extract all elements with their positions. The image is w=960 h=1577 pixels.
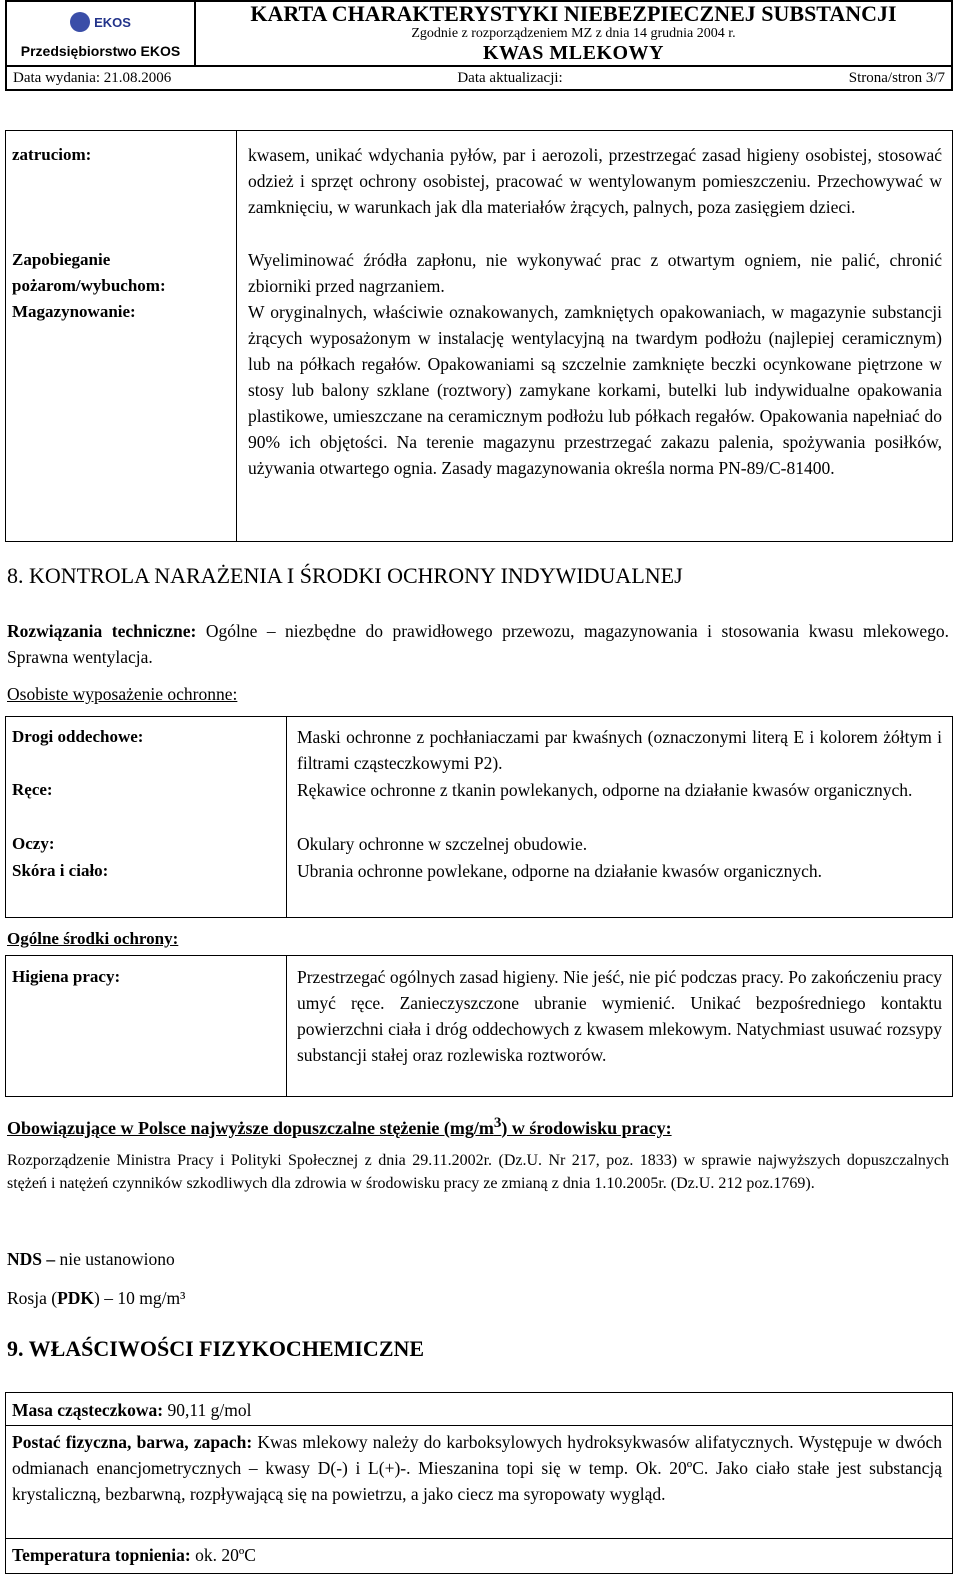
- ppe-text-skin: Ubrania ochronne powlekane, odporne na działanie kwasów organicznych.: [297, 861, 822, 881]
- molar-mass-line: [12, 1397, 251, 1423]
- melting-point-label: Temperatura topnienia:: [12, 1545, 191, 1565]
- page-counter: Strona/stron 3/7: [848, 69, 945, 86]
- physical-form-text: Kwas mlekowy należy do karboksylowych hydroksykwasów alifatycznych. Występuje w dwóch odmianach enancjometrycznych – kwasy D(-) i L(+)-. Mieszanina topi się w temp. Ok. 20ºC. Jako ciało stałe jest substancją krystaliczną, bezbarwną, rozpływającą się na powietrzu, a jako ciecz ma syropowaty wygląd.: [12, 1432, 942, 1504]
- nds-heading-sup: 3: [493, 1115, 502, 1131]
- nds-heading-pre: Obowiązujące w Polsce najwyższe dopuszczalne stężenie (mg/m: [7, 1118, 494, 1138]
- document-title: KARTA CHARAKTERYSTYKI NIEBEZPIECZNEJ SUBSTANCJI: [250, 1, 897, 26]
- nds-label: NDS –: [7, 1249, 56, 1269]
- mass-separator: [5, 1425, 952, 1426]
- russia-line: [7, 1285, 185, 1311]
- logo-text: EKOS: [94, 14, 131, 30]
- technical-text: Ogólne – niezbędne do prawidłowego przewozu, magazynowania i stosowania kwasu mlekowego. Sprawna wentylacja.: [7, 621, 949, 667]
- section7-divider: [236, 130, 237, 542]
- regulation-text: Rozporządzenie Ministra Pracy i Polityki Społecznej z dnia 29.11.2002r. (Dz.U. Nr 217, poz. 1833) w sprawie najwyższych dopuszczalnych stężeń i natężeń czynników szkodliwych dla zdrowia w środowisku pracy ze zmianą z dnia 1.10.2005r. (Dz.U. 212 poz.1769).: [7, 1152, 949, 1192]
- nds-value: nie ustanowiono: [59, 1249, 175, 1269]
- company-name: Przedsiębiorstwo EKOS: [20, 43, 181, 59]
- section8-heading: 8. KONTROLA NARAŻENIA I ŚRODKI OCHRONY INDYWIDUALNEJ: [7, 563, 683, 588]
- ppe-text-eyes: Okulary ochronne w szczelnej obudowie.: [297, 834, 588, 854]
- title-cell: [195, 1, 952, 66]
- row-label-poisoning: zatruciom:: [12, 145, 92, 164]
- issue-date: Data wydania: 21.08.2006: [13, 69, 172, 86]
- hygiene-text: Przestrzegać ogólnych zasad higieny. Nie jeść, nie pić podczas pracy. Po zakończeniu pracy umyć ręce. Zanieczyszczone ubranie wymienić. Unikać bezpośredniego kontaktu powierzchni ciała i dróg oddechowych z kwasem mlekowym. Natychmiast usuwać rozsypy substancji stałej oraz rozlewiska roztworów.: [297, 967, 942, 1065]
- row-label-storage: Magazynowanie:: [12, 302, 136, 321]
- ppe-label-hands: Ręce:: [12, 780, 53, 799]
- hygiene-divider: [286, 955, 287, 1097]
- ppe-text-respiratory: Maski ochronne z pochłaniaczami par kwaśnych (oznaczonymi literą E i kolorem żółtym i filtrami cząsteczkowymi P2).: [297, 727, 942, 773]
- nds-line: [7, 1246, 175, 1272]
- ppe-label-skin: Skóra i ciało:: [12, 861, 109, 880]
- ppe-heading: Osobiste wyposażenie ochronne:: [7, 684, 238, 704]
- substance-name: KWAS MLEKOWY: [482, 42, 665, 64]
- nds-heading-post: ) w środowisku pracy:: [501, 1118, 672, 1138]
- ekos-logo: [70, 12, 131, 32]
- form-separator: [5, 1538, 952, 1539]
- general-measures-heading: Ogólne środki ochrony:: [7, 929, 179, 948]
- row-text-fire: Wyeliminować źródła zapłonu, nie wykonywać prac z otwartym ogniem, nie palić, chronić zbiorniki przed nagrzaniem.: [248, 250, 942, 296]
- header-info-row: [6, 66, 952, 90]
- company-logo-cell: [6, 1, 195, 66]
- technical-label: Rozwiązania techniczne:: [7, 621, 197, 641]
- document-header: [5, 0, 953, 95]
- melting-point-line: [12, 1542, 256, 1568]
- molar-mass-value: 90,11 g/mol: [167, 1400, 252, 1420]
- ppe-text-hands: Rękawice ochronne z tkanin powlekanych, odporne na działanie kwasów organicznych.: [297, 780, 913, 800]
- physical-form-label: Postać fizyczna, barwa, zapach:: [12, 1432, 253, 1452]
- update-date: Data aktualizacji:: [457, 69, 563, 86]
- ppe-label-eyes: Oczy:: [12, 834, 55, 853]
- row-text-poisoning: kwasem, unikać wdychania pyłów, par i aerozoli, przestrzegać zasad higieny osobistej, stosować odzież i sprzęt ochrony osobistej, pracować w wentylowanym pomieszczeniu. Przechowywać w zamknięciu, w warunkach jak dla materiałów żrących, palnych, poza zasięgiem dzieci.: [248, 145, 942, 217]
- section9-heading: 9. WŁAŚCIWOŚCI FIZYKOCHEMICZNE: [7, 1336, 425, 1361]
- russia-pre: Rosja (: [7, 1288, 58, 1308]
- russia-pdk: PDK: [57, 1288, 95, 1308]
- molar-mass-label: Masa cząsteczkowa:: [12, 1400, 164, 1420]
- row-label-fire-b: pożarom/wybuchom:: [12, 276, 166, 295]
- melting-point-value: ok. 20ºC: [195, 1545, 256, 1565]
- ppe-label-respiratory: Drogi oddechowe:: [12, 727, 144, 746]
- hygiene-label: Higiena pracy:: [12, 967, 121, 986]
- row-label-fire-a: Zapobieganie: [12, 250, 111, 269]
- russia-post: ) – 10 mg/m³: [94, 1288, 186, 1308]
- ppe-divider: [286, 716, 287, 918]
- nds-heading: [7, 1110, 672, 1141]
- physical-form: [12, 1429, 942, 1507]
- logo-emblem-icon: [70, 12, 90, 32]
- document-subtitle: Zgodnie z rozporządzeniem MZ z dnia 14 grudnia 2004 r.: [411, 26, 736, 41]
- row-text-storage: W oryginalnych, właściwie oznakowanych, zamkniętych opakowaniach, w magazynie substancji żrących wyposażonym w instalację wentylacyjną na twardym podłożu (najlepiej ceramicznym) lub na półkach regałów. Opakowaniami są szczelnie zamknięte beczki ocynkowane piętrzone w stosy lub balony szklane (roztwory) zamykane korkami, butelki lub indywidualne opakowania plastikowe, umieszczane na ceramicznym podłożu lub półkach regałów. Opakowania napełniać do 90% ich objętości. Na terenie magazynu przestrzegać zakazu palenia, spożywania posiłków, używania otwartego ognia. Zasady magazynowania określa norma PN-89/C-81400.: [248, 302, 942, 478]
- technical-solutions: [7, 618, 949, 670]
